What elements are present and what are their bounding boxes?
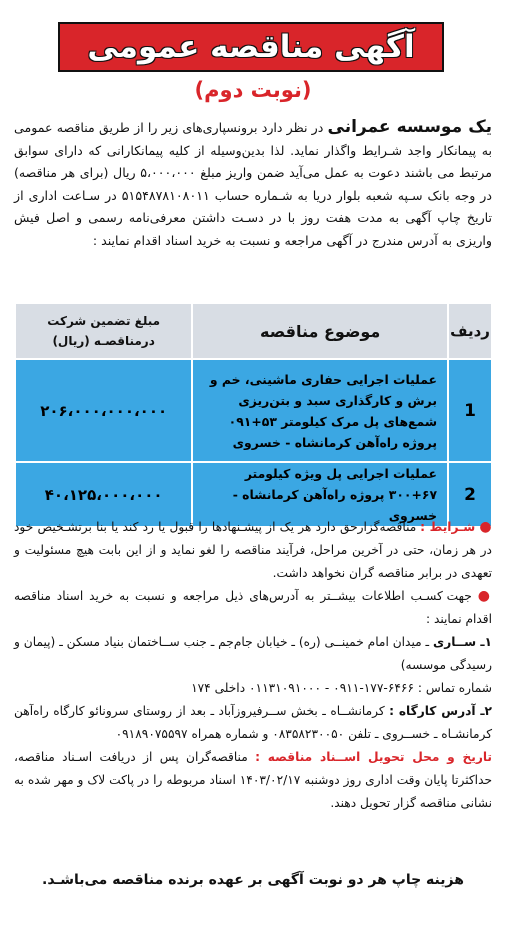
bullet-icon: ● [479, 519, 492, 535]
address-sari-text: ـ میدان امام خمینــی (ره) ـ خیابان جام‌جم ـ جنب ســاختمان بنیاد مسکن ـ (پیمان و رسیدگی موسسه) [14, 635, 492, 672]
notice-title: آگهی مناقصه عمومی [87, 29, 415, 65]
row-subject: عملیات اجرایی حفاری ماشینی، خم و برش و کارگذاری سبد و بتن‌ریزی شمع‌های پل مرک کیلومتر ۵۳+۰۹۱ پروژه راه‌آهن کرمانشاه - خسروی [192, 359, 448, 462]
bullet-icon: ● [477, 588, 492, 604]
phone-line: شماره تماس : ۶۴۶۶-۱۷۷-۰۹۱۱ - ۰۱۱۳۱۰۹۱۰۰۰ داخلی ۱۷۴ [191, 681, 492, 695]
title-banner [58, 22, 444, 72]
address-sari-label: ۱ـ ســاری [433, 635, 492, 649]
intro-text: در نظر دارد برونسپاری‌های زیر را از طریق مناقصه عمومی به پیمانکار واجد شـرایط واگذار نماید. لذا بدین‌وسیله از کلیه پیمانکارانی که دارای سوابق مرتبط می باشند دعوت به عمل می‌آید ضمن واریز مبلغ ۵،۰۰۰،۰۰۰ ریال (برای هر مناقصه) در وجه بانک سـپه شعبه بلوار دریا به شـماره حساب ۵۱۵۴۸۷۸۱۰۸۰۱۱ در سـاعت اداری از تاریخ چاپ آگهی به مدت هفت روز با در دسـت داشتن معرفی‌نامه رسمی و اصل فیش واریزی به آدرس مندرج در آگهی مراجعه و نسبت به خرید اسناد اقدام نمایند : [14, 120, 493, 248]
row-subject: عملیات اجرایی پل ویژه کیلومتر ۶۷+۳۰۰ پروژه راه‌آهن کرمانشاه - خسروی [192, 462, 448, 527]
table-row [15, 359, 492, 462]
address-sari [14, 631, 492, 677]
conditions-section [14, 516, 492, 815]
address-site [14, 700, 492, 746]
deadline-text: مناقصه‌گران پس از دریافت اسـناد مناقصه، حداکثرتا پایان وقت اداری روز دوشنبه ۱۴۰۳/۰۲/۱۷ اسناد مربوطه را در پاکت لاک و مهر شده به نشانی مناقصه گزار تحویل دهند. [14, 750, 493, 810]
info-text: جهت کسـب اطلاعات بیشــتر به آدرس‌های ذیل مراجعه و نسبت به خرید اسناد مناقصه اقدام نمایند : [14, 589, 492, 626]
header-amount: مبلغ تضمین شرکت درمناقصـه (ریال) [15, 303, 192, 359]
conditions-label: شـرایط : [420, 520, 476, 534]
address-site-label: ۲ـ آدرس کارگاه : [389, 704, 492, 718]
organization-name: یک موسسه عمرانی [327, 117, 492, 137]
table-header-row [15, 303, 492, 359]
header-row-number: ردیف [448, 303, 492, 359]
tender-table [14, 302, 493, 528]
intro-paragraph [14, 116, 492, 253]
conditions-text: مناقصه‌گزارحق دارد هر یک از پیشـنهادها را قبول یا رد کند یا بنا برتشـخیص خود در هر زمان، حتی در آخرین مراحل، فرآیند مناقصه را لغو نماید و از این بابت هیچ مسئولیت و تعهدی در برابر مناقصه گران نخواهد داشت. [14, 520, 492, 580]
info-paragraph [14, 585, 492, 631]
conditions-paragraph [14, 516, 492, 585]
row-amount: ۲۰۶،۰۰۰،۰۰۰،۰۰۰ [15, 359, 192, 462]
deadline-paragraph [14, 746, 492, 815]
header-subject: موضوع مناقصه [192, 303, 448, 359]
footer-note: هزینه چاپ هر دو نوبت آگهی بر عهده برنده مناقصه می‌باشـد. [42, 872, 464, 888]
row-amount: ۴۰،۱۲۵،۰۰۰،۰۰۰ [15, 462, 192, 527]
deadline-label: تاریخ و محل تحویل اســناد مناقصه : [255, 750, 492, 764]
address-site-text: کرمانشــاه ـ بخش ســرفیروزآباد ـ بعد از روستای سرونائو کارگاه راه‌آهن کرمانشـاه ـ خســروی ـ تلفن ۰۸۳۵۸۲۳۰۰۵۰ و شماره همراه ۰۹۱۸۹۰۷۵۵۹۷ [14, 704, 492, 741]
row-number: 2 [448, 462, 492, 527]
row-number: 1 [448, 359, 492, 462]
round-label: (نوبت دوم) [194, 78, 312, 102]
